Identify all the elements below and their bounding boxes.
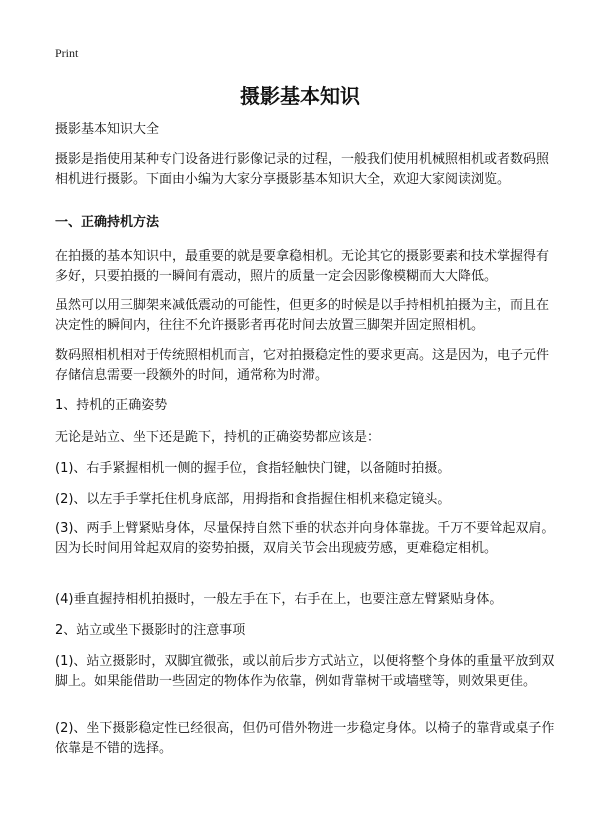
intro-paragraph: 摄影是指使用某种专门设备进行影像记录的过程，一般我们使用机械照相机或者数码照相机进行摄影。下面由小编为大家分享摄影基本知识大全，欢迎大家阅读浏览。: [55, 152, 550, 187]
list-item: (1)、站立摄影时，双脚宜微张，或以前后步方式站立，以便将整个身体的重量平放到双脚上。如果能借助一些固定的物体作为依靠，例如背靠树干或墙壁等，则效果更佳。: [55, 654, 555, 689]
subtitle: 摄影基本知识大全: [55, 122, 160, 137]
list-item: (1)、右手紧握相机一侧的握手位，食指轻触快门键，以备随时拍摄。: [55, 461, 451, 476]
print-label: Print: [55, 46, 79, 60]
list-item: (3)、两手上臂紧贴身体，尽量保持自然下垂的状态并向身体靠拢。千万不要耸起双肩。因为长时间用耸起双肩的姿势拍摄，双肩关节会出现疲劳感，更难稳定相机。: [55, 521, 555, 556]
paragraph: 在拍摄的基本知识中，最重要的就是要拿稳相机。无论其它的摄影要素和技术掌握得有多好，只要拍摄的一瞬间有震动，照片的质量一定会因影像模糊而大大降低。: [55, 249, 550, 284]
section-heading-1: 一、正确持机方法: [55, 215, 160, 230]
list-item: (4)垂直握持相机拍摄时，一般左手在下，右手在上，也要注意左臂紧贴身体。: [55, 592, 503, 607]
paragraph: 无论是站立、坐下还是跪下，持机的正确姿势都应该是：: [55, 430, 381, 445]
list-item: (2)、坐下摄影稳定性已经很高，但仍可借外物进一步稳定身体。以椅子的靠背或桌子作依靠是不错的选择。: [55, 721, 555, 756]
subsection-heading-2: 2、站立或坐下摄影时的注意事项: [55, 623, 246, 638]
list-item: (2)、以左手手掌托住机身底部，用拇指和食指握住相机来稳定镜头。: [55, 492, 451, 507]
paragraph: 数码照相机相对于传统照相机而言，它对拍摄稳定性的要求更高。这是因为，电子元件存储信息需要一段额外的时间，通常称为时滞。: [55, 348, 550, 383]
paragraph: 虽然可以用三脚架来减低震动的可能性，但更多的时候是以手持相机拍摄为主，而且在决定性的瞬间内，往往不允许摄影者再花时间去放置三脚架并固定照相机。: [55, 298, 550, 333]
page-title: 摄影基本知识: [240, 84, 360, 108]
subsection-heading-1: 1、持机的正确姿势: [55, 398, 168, 413]
